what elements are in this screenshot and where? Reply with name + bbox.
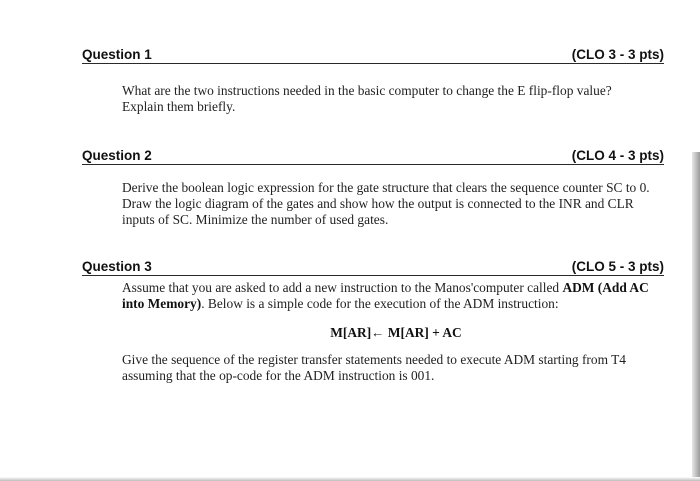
question-3-points: (CLO 5 - 3 pts)	[571, 259, 664, 274]
question-2-points: (CLO 4 - 3 pts)	[571, 148, 664, 163]
question-1-title: Question 1	[82, 47, 152, 62]
question-1-text: What are the two instructions needed in the basic computer to change the E flip-flop value? Explain them briefly.	[122, 83, 612, 114]
question-1-header	[82, 46, 664, 64]
question-1-points: (CLO 3 - 3 pts)	[571, 47, 664, 62]
question-3-header	[82, 258, 664, 276]
question-3-text-bold: ADM (Add AC into Memory)	[122, 280, 649, 311]
question-3-text-2: Give the sequence of the register transfer statements needed to execute ADM starting from T4 assuming that the op-code for the ADM instruction is 001.	[122, 352, 626, 383]
question-3-text	[122, 280, 670, 312]
question-3-formula: M[AR]← M[AR] + AC	[330, 325, 462, 340]
question-3-title: Question 3	[82, 259, 152, 274]
question-2-header	[82, 147, 664, 165]
page-edge-shadow	[692, 152, 700, 481]
question-3-text-part2: . Below is a simple code for the execution of the ADM instruction:	[201, 296, 559, 311]
question-2-text: Derive the boolean logic expression for the gate structure that clears the sequence counter SC to 0. Draw the logic diagram of the gates and show how the output is connected to the INR and CLR inputs of SC. Minimize the number of used gates.	[122, 180, 650, 227]
page-bottom-edge	[0, 477, 700, 481]
question-2-title: Question 2	[82, 148, 152, 163]
question-3-text-part1: Assume that you are asked to add a new instruction to the Manos'computer called	[122, 280, 563, 295]
